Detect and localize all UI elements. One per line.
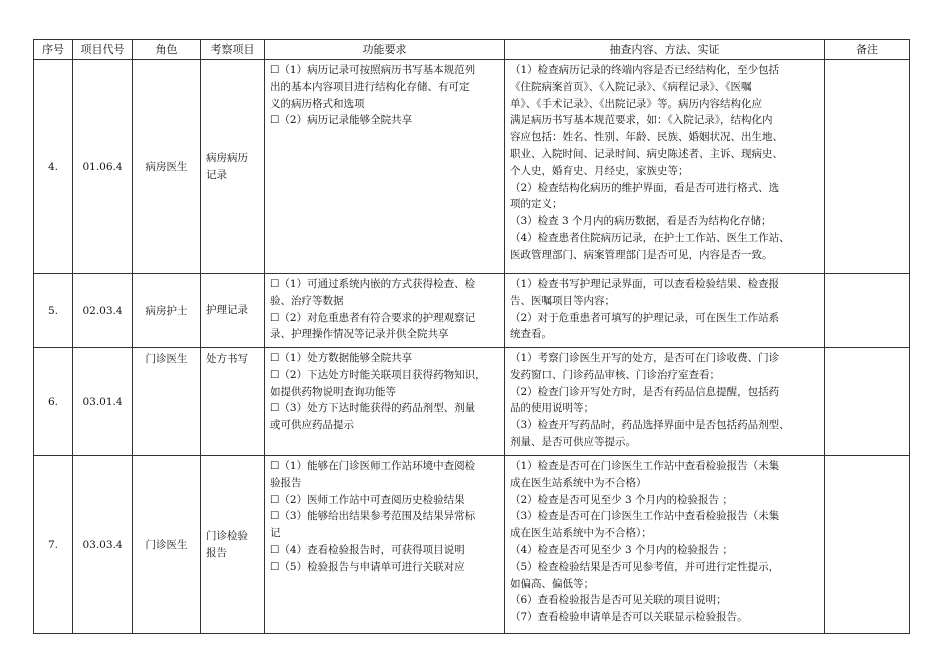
row-no: 5. (34, 274, 73, 348)
row-code: 03.03.4 (73, 456, 133, 634)
check-line: （7）查看检验申请单是否可以关联显示检验报告。 (510, 611, 748, 624)
check-line: 如偏高、偏低等； (510, 577, 594, 590)
check-line: 医政管理部门、病案管理部门是否可见，内容是否一致。 (510, 248, 773, 261)
check-line: 个人史，婚育史、月经史，家族史等； (510, 164, 689, 177)
check-line: （2）检查是否可见至少 3 个月内的检验报告 ； (510, 493, 733, 506)
row-note (825, 348, 910, 456)
requirement-line: ☐（4）查看检验报告时，可获得项目说明 (270, 543, 465, 556)
row-code: 03.01.4 (73, 348, 133, 456)
check-line: 《住院病案首页》、《入院记录》、《病程记录》、《医嘱 (510, 80, 752, 93)
requirement-line: 出的基本内容项目进行结构化存储、有可定 (270, 80, 470, 93)
row-item (201, 348, 265, 456)
check-line: （2）检查结构化病历的维护界面，看是否可进行格式、选 (510, 181, 780, 194)
row-no: 6. (34, 348, 73, 456)
requirement-line: 如提供药物说明查询功能等 (270, 385, 396, 398)
check-line: （4）检查患者住院病历记录，在护士工作站、医生工作站、 (510, 231, 790, 244)
check-line: （4）检查是否可见至少 3 个月内的检验报告 ； (510, 543, 733, 556)
check-line: （2）检查门诊开写处方时，是否有药品信息提醒，包括药 (510, 385, 780, 398)
row-checks (505, 274, 825, 348)
check-line: （6）查看检验报告是否可见关联的项目说明； (510, 594, 727, 607)
row-item (201, 456, 265, 634)
item-line: 报告 (206, 546, 227, 559)
check-line: 职业、入院时间、记录时间、病史陈述者、主诉、现病史、 (510, 147, 783, 160)
check-line: （1）检查书写护理记录界面，可以查看检验结果、检查报 (510, 278, 780, 290)
header-checks: 抽查内容、方法、实证 (505, 40, 825, 60)
row-no: 4. (34, 60, 73, 274)
check-line: （3）检查开写药品时，药品选择界面中是否包括药品剂型、 (510, 419, 790, 432)
check-line: （5）检查检验结果是否可见参考值，并可进行定性提示， (510, 560, 780, 573)
table-row (34, 60, 910, 274)
requirement-line: ☐（1）可通过系统内嵌的方式获得检查、检 (270, 278, 476, 290)
requirement-line: 或可供应药品提示 (270, 419, 354, 432)
requirement-line: ☐（2）病历记录能够全院共享 (270, 114, 413, 127)
requirement-line: ☐（2）对危重患者有符合要求的护理观察记 (270, 311, 476, 324)
row-requirements (265, 456, 505, 634)
check-line: 剂量、是否可供应等提示。 (510, 435, 636, 448)
requirement-line: ☐（1）能够在门诊医师工作站环境中查阅检 (270, 460, 476, 472)
row-role: 门诊医生 (133, 348, 201, 456)
requirement-line: ☐（1）处方数据能够全院共享 (270, 352, 413, 364)
row-note (825, 274, 910, 348)
row-code: 02.03.4 (73, 274, 133, 348)
requirements-table (33, 39, 910, 634)
check-line: 发药窗口、门诊药品审核、门诊治疗室查看； (510, 368, 720, 381)
check-line: 满足病历书写基本规范要求，如：《入院记录》，结构化内 (510, 114, 773, 127)
check-line: 品的使用说明等； (510, 402, 594, 415)
header-role: 角色 (133, 40, 201, 60)
header-note: 备注 (825, 40, 910, 60)
row-requirements (265, 274, 505, 348)
requirement-line: ☐（2）下达处方时能关联项目获得药物知识， (270, 368, 486, 381)
header-item: 考察项目 (201, 40, 265, 60)
check-line: （2）对于危重患者可填写的护理记录，可在医生工作站系 (510, 311, 780, 324)
requirement-line: ☐（1）病历记录可按照病历书写基本规范列 (270, 64, 476, 76)
check-line: （1）检查是否可在门诊医生工作站中查看检验报告（未集 (510, 460, 780, 472)
row-item (201, 274, 265, 348)
row-role: 病房医生 (133, 60, 201, 274)
check-line: 容应包括：姓名、性别、年龄、民族、婚姻状况、出生地、 (510, 131, 783, 144)
row-checks (505, 348, 825, 456)
requirement-line: ☐（5）检验报告与申请单可进行关联对应 (270, 560, 465, 573)
check-line: 单》、《手术记录》、《出院记录》等。病历内容结构化应 (510, 97, 762, 110)
check-line: 成在医生站系统中为不合格） (510, 476, 647, 489)
table-row (34, 348, 910, 456)
row-requirements (265, 60, 505, 274)
requirement-line: 录、护理操作情况等记录并供全院共享 (270, 328, 449, 341)
requirement-line: 记 (270, 527, 281, 540)
header-requirements: 功能要求 (265, 40, 505, 60)
header-no: 序号 (34, 40, 73, 60)
requirement-line: ☐（3）能够给出结果参考范围及结果异常标 (270, 510, 476, 523)
check-line: 项的定义； (510, 198, 563, 211)
row-no: 7. (34, 456, 73, 634)
item-line: 记录 (206, 168, 227, 181)
row-requirements (265, 348, 505, 456)
requirement-line: 验、治疗等数据 (270, 294, 344, 307)
requirement-line: 义的病历格式和选项 (270, 97, 365, 110)
check-line: （3）检查 3 个月内的病历数据，看是否为结构化存储； (510, 215, 772, 228)
check-line: 成在医生站系统中为不合格）； (510, 527, 652, 540)
row-code: 01.06.4 (73, 60, 133, 274)
check-line: （1）检查病历记录的终端内容是否已经结构化，至少包括 (510, 64, 780, 76)
item-line: 病房病历 (206, 151, 248, 164)
row-role: 病房护士 (133, 274, 201, 348)
table-row (34, 274, 910, 348)
check-line: （3）检查是否可在门诊医生工作站中查看检验报告（未集 (510, 510, 780, 523)
row-item (201, 60, 265, 274)
check-line: 统查看。 (510, 328, 552, 341)
check-line: （1）考察门诊医生开写的处方，是否可在门诊收费、门诊 (510, 352, 780, 364)
row-checks (505, 456, 825, 634)
item-line: 门诊检验 (206, 529, 248, 542)
requirement-line: ☐（2）医师工作站中可查阅历史检验结果 (270, 493, 465, 506)
table-row (34, 456, 910, 634)
row-role: 门诊医生 (133, 456, 201, 634)
item-line: 护理记录 (206, 304, 248, 316)
requirement-line: 验报告 (270, 476, 302, 489)
table-header-row (34, 40, 910, 60)
row-note (825, 60, 910, 274)
requirement-line: ☐（3）处方下达时能获得的药品剂型、剂量 (270, 402, 476, 415)
header-code: 项目代号 (73, 40, 133, 60)
row-note (825, 456, 910, 634)
row-checks (505, 60, 825, 274)
item-line: 处方书写 (206, 353, 248, 365)
check-line: 告、医嘱项目等内容； (510, 294, 615, 307)
